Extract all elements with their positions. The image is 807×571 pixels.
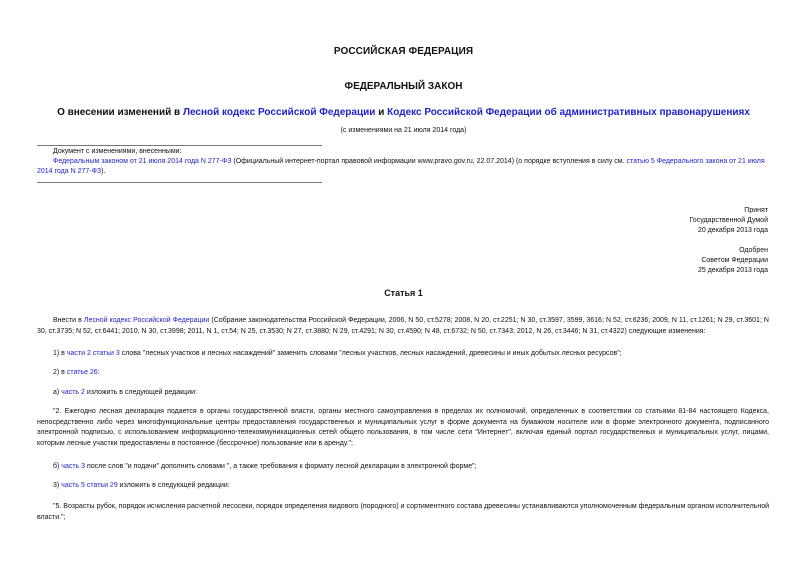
- item1-link[interactable]: части 2 статьи 3: [66, 350, 120, 357]
- document-title: [0, 107, 807, 118]
- duma-line3: 20 декабря 2013 года: [697, 227, 768, 234]
- item1-pre: 1) в: [53, 350, 67, 357]
- duma-line1: Принят: [744, 207, 768, 214]
- country-heading: РОССИЙСКАЯ ФЕДЕРАЦИЯ: [333, 46, 474, 57]
- divider-bottom: [37, 182, 322, 183]
- article-title: Статья 1: [384, 288, 423, 298]
- title-mid: и: [375, 107, 388, 118]
- changes-box-heading: Документ с изменениями, внесенными:: [53, 148, 182, 155]
- article-intro: [37, 316, 769, 337]
- item3-text: изложить в следующей редакции:: [117, 482, 230, 489]
- item2a-link[interactable]: часть 2: [61, 389, 85, 396]
- quoted-part-2: "2. Ежегодно лесная декларация подается в органы государственной власти, органы местного самоуправления в пределах их полномочий, определенных в соответствии со статьями 81-84 настоящего Кодекса, непосредственно либо через многофункциональные центры предоставления государственных и муниципальных услуг в форме документа на бумажном носителе или в форме электронного документа, подписанного электронной подписью, с использованием информационно-телекоммуникационных сетей общего пользования, в том числе сети "Интернет", включая единый портал государственных и муниципальных услуг, лицами, которым лесные участки предоставлены в постоянное (бессрочное) пользование или в аренду.";: [37, 408, 769, 447]
- doc-type-heading: ФЕДЕРАЛЬНЫЙ ЗАКОН: [344, 81, 463, 92]
- changes-box-text1: (Официальный интернет-портал правовой информации www.pravo.gov.ru, 22.07.2014) (о порядке вступления в силу см.: [231, 158, 627, 165]
- item3-pre: 3): [53, 482, 62, 489]
- item-2a: [37, 388, 769, 399]
- council-line1: Одобрен: [739, 247, 768, 254]
- item1-text: слова "лесных участков и лесных насаждений" заменить словами "лесных участков, лесных насаждений, древесины и иных добытых лесных ресурсов";: [119, 350, 622, 357]
- article5-link[interactable]: статью 5 Федерального закона от 21 июля 2014 года N 277-ФЗ: [37, 158, 765, 175]
- title-prefix: О внесении изменений в: [57, 107, 183, 118]
- intro-pre: Внести в: [53, 317, 84, 324]
- forest-code-link[interactable]: Лесной кодекс Российской Федерации: [182, 107, 376, 118]
- item-1: [37, 349, 769, 360]
- item2b-pre: б): [53, 463, 62, 470]
- duma-line2: Государственной Думой: [689, 217, 768, 224]
- admin-code-link[interactable]: Кодекс Российской Федерации об административных правонарушениях: [387, 107, 750, 118]
- item-3: [37, 481, 769, 492]
- item-2b: [37, 462, 769, 473]
- item2-link[interactable]: статье 26: [66, 369, 98, 376]
- item3-link[interactable]: часть 5 статьи 29: [61, 482, 118, 489]
- council-line3: 25 декабря 2013 года: [697, 267, 768, 274]
- changes-box-text2: ).: [101, 168, 106, 175]
- council-line2: Советом Федерации: [701, 257, 768, 264]
- item2b-text: после слов "и подачи" дополнить словами ", а также требования к формату лесной декларации в электронной форме";: [85, 463, 477, 470]
- changes-box-body: [37, 157, 772, 177]
- divider-top: [37, 145, 322, 146]
- amending-law-link[interactable]: Федеральным законом от 21 июля 2014 года N 277-ФЗ: [53, 158, 232, 165]
- intro-text: (Собрание законодательства Российской Федерации, 2006, N 50, ст.5278; 2008, N 20, ст.2251; N 30, ст.3597, 3599, 3616; N 52, ст.6236; 2009, N 11, ст.1261; N 29, ст.3601; N 30, ст.3735; N 52, ст.6441; 2010, N 30, ст.3998; 2011, N 1, ст.54; N 25, ст.3530; N 27, ст.3880; N 29, ст.4291; N 30, ст.4590; N 48, ст.6732; N 50, ст.7343; 2012, N 26, ст.3446; N 31, ст.4322) следующие изменения:: [37, 317, 769, 335]
- duma-adoption: [689, 206, 768, 236]
- quoted-part-5: "5. Возрасты рубок, порядок исчисления расчетной лесосеки, порядок определения видового (породного) и сортиментного состава древесины устанавливаются уполномоченным федеральным органом исполнительной власти.";: [37, 503, 769, 521]
- council-approval: [698, 246, 768, 276]
- item2b-link[interactable]: часть 3: [61, 463, 86, 470]
- item2a-pre: а): [53, 389, 62, 396]
- item2a-text: изложить в следующей редакции:: [84, 389, 197, 396]
- intro-forest-code-link[interactable]: Лесной кодекс Российской Федерации: [83, 317, 210, 324]
- changes-note: (с изменениями на 21 июля 2014 года): [340, 127, 467, 134]
- item2-pre: 2) в: [53, 369, 67, 376]
- item2-text: :: [97, 369, 100, 376]
- item-2: [37, 368, 769, 379]
- changes-box: [37, 147, 772, 177]
